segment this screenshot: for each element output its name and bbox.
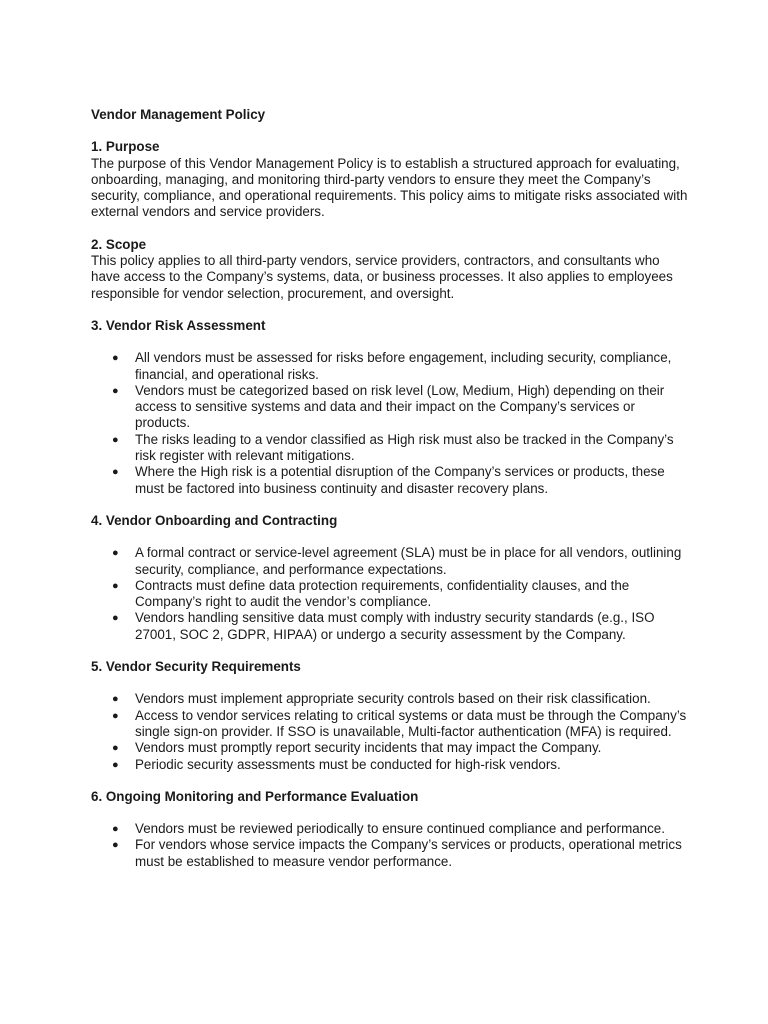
list-item [91, 432, 691, 465]
section-heading: 1. Purpose [91, 139, 160, 155]
section-vendor-onboarding [91, 513, 691, 643]
bullet-icon: ● [112, 433, 119, 446]
bullet-icon: ● [112, 612, 119, 625]
section-vendor-security [91, 659, 691, 773]
bullet-icon: ● [112, 742, 119, 755]
list-item-text: A formal contract or service-level agreement (SLA) must be in place for all vendors, outlining security, compliance, and performance expectations. [135, 545, 682, 577]
list-item-text: Access to vendor services relating to critical systems or data must be through the Company’s single sign-on provider. If SSO is unavailable, Multi-factor authentication (MFA) is required. [135, 707, 687, 739]
bullet-icon: ● [112, 547, 119, 560]
list-item [91, 610, 691, 643]
section-purpose [91, 139, 691, 220]
bullet-icon: ● [112, 466, 119, 479]
list-item-text: Vendors must be reviewed periodically to ensure continued compliance and performance. [135, 821, 665, 837]
bullet-icon: ● [112, 823, 119, 836]
document-title: Vendor Management Policy [91, 107, 266, 122]
section-heading: 6. Ongoing Monitoring and Performance Evaluation [91, 788, 419, 804]
section-scope [91, 237, 691, 302]
bullet-icon: ● [112, 709, 119, 722]
list-item [91, 545, 691, 578]
section-heading: 3. Vendor Risk Assessment [91, 317, 266, 333]
list-item-text: The risks leading to a vendor classified as High risk must also be tracked in the Company’s risk register with relevant mitigations. [135, 431, 674, 464]
bullet-icon: ● [112, 352, 119, 365]
bullet-icon: ● [112, 384, 119, 397]
bullet-list [91, 821, 691, 870]
list-item [91, 691, 691, 707]
list-item [91, 350, 691, 383]
list-item [91, 837, 691, 870]
list-item [91, 578, 691, 611]
bullet-list [91, 691, 691, 772]
list-item [91, 757, 691, 773]
list-item-text: Vendors handling sensitive data must comply with industry security standards (e.g., ISO 27001, SOC 2, GDPR, HIPAA) or undergo a security assessment by the Company. [135, 610, 655, 642]
section-paragraph: The purpose of this Vendor Management Policy is to establish a structured approach for evaluating, onboarding, managing, and monitoring third-party vendors to ensure they meet the Company’s security, compliance, and operational requirements. This policy aims to mitigate risks associated with external vendors and service providers. [91, 155, 688, 220]
section-heading: 2. Scope [91, 236, 147, 252]
bullet-list [91, 545, 691, 643]
list-item [91, 708, 691, 741]
list-item-text: Where the High risk is a potential disruption of the Company’s services or products, these must be factored into business continuity and disaster recovery plans. [135, 464, 665, 496]
section-heading: 5. Vendor Security Requirements [91, 659, 301, 675]
list-item [91, 464, 691, 497]
list-item-text: Vendors must promptly report security incidents that may impact the Company. [135, 740, 602, 756]
bullet-icon: ● [112, 579, 119, 592]
section-ongoing-monitoring [91, 789, 691, 870]
bullet-icon: ● [112, 758, 119, 771]
section-heading: 4. Vendor Onboarding and Contracting [91, 512, 338, 528]
section-vendor-risk-assessment [91, 318, 691, 497]
list-item-text: Contracts must define data protection requirements, confidentiality clauses, and the Company’s right to audit the vendor’s compliance. [135, 577, 630, 610]
bullet-icon: ● [112, 839, 119, 852]
list-item-text: Vendors must be categorized based on risk level (Low, Medium, High) depending on their access to sensitive systems and data and their impact on the Company’s services or products. [135, 382, 665, 431]
list-item-text: Periodic security assessments must be conducted for high-risk vendors. [135, 756, 561, 772]
document-page [91, 107, 691, 886]
bullet-icon: ● [112, 693, 119, 706]
list-item-text: Vendors must implement appropriate security controls based on their risk classification. [135, 691, 651, 707]
section-paragraph: This policy applies to all third-party vendors, service providers, contractors, and consultants who have access to the Company’s systems, data, or business processes. It also applies to employees responsible for vendor selection, procurement, and oversight. [91, 253, 673, 301]
list-item-text: All vendors must be assessed for risks before engagement, including security, compliance, financial, and operational risks. [135, 350, 672, 382]
bullet-list [91, 350, 691, 497]
list-item [91, 821, 691, 837]
list-item [91, 740, 691, 756]
list-item-text: For vendors whose service impacts the Company’s services or products, operational metrics must be established to measure vendor performance. [135, 837, 682, 869]
list-item [91, 383, 691, 432]
